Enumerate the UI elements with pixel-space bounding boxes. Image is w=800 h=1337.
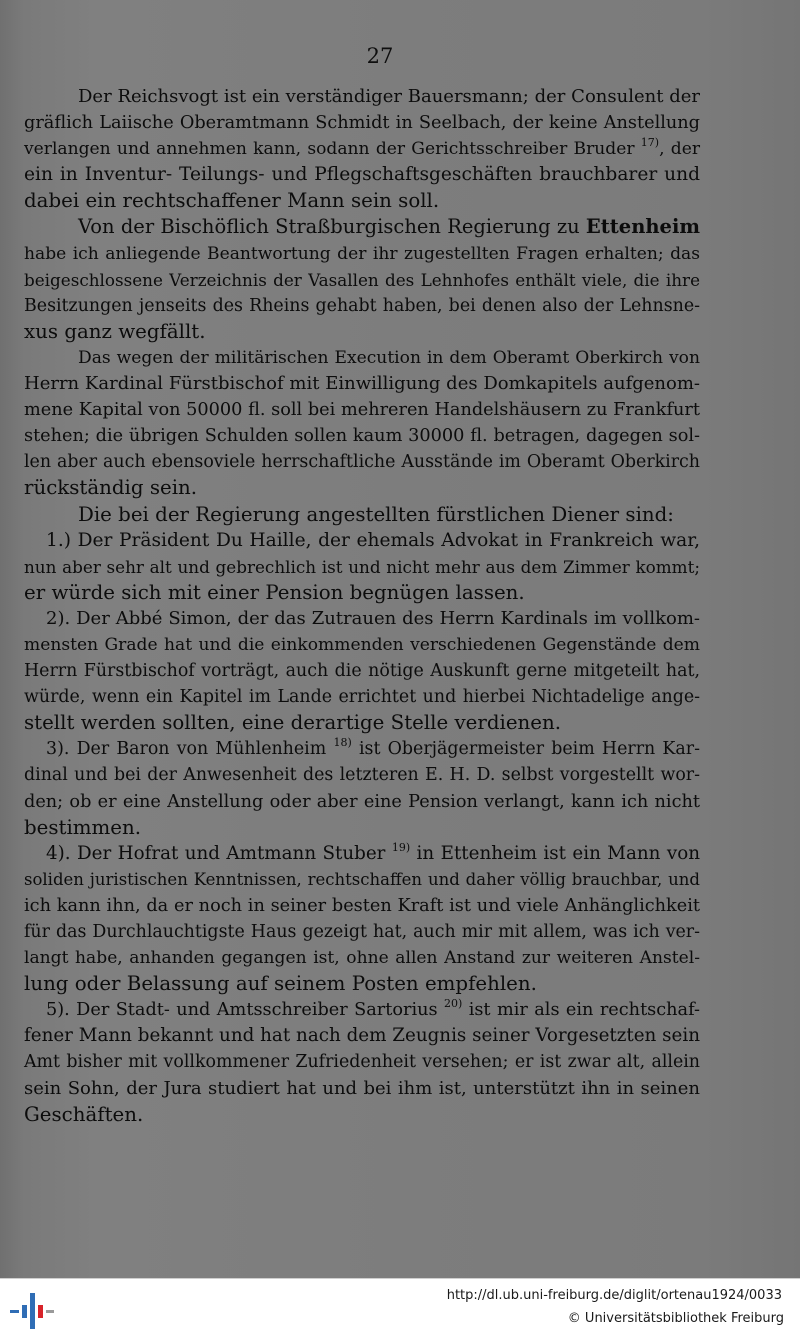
text-line [24, 580, 700, 606]
text-line [24, 919, 700, 945]
line-text: fener Mann bekannt und hat nach dem Zeugnis seiner Vorgesetzten sein [24, 1025, 700, 1047]
line-text: stehen; die übrigen Schulden sollen kaum 30000 fl. betragen, dagegen sol- [24, 426, 700, 447]
text-line [24, 684, 700, 710]
line-text: dinal und bei der Anwesenheit des letzteren E. H. D. selbst vorgestellt wor- [24, 765, 700, 786]
line-text: 4). Der Hofrat und Amtmann Stuber [46, 842, 386, 864]
text-line [24, 789, 700, 815]
text-line [24, 162, 700, 188]
text-line [24, 971, 700, 997]
line-text: er würde sich mit einer Pension begnügen lassen. [24, 580, 525, 604]
line-text: 2). Der Abbé Simon, der das Zutrauen des Herrn Kardinals im vollkom- [46, 607, 700, 629]
text-line [24, 241, 700, 267]
line-text: Der Reichsvogt ist ein verständiger Bauersmann; der Consulent der [78, 86, 700, 107]
line-text: Das wegen der militärischen Execution in dem Oberamt Oberkirch von [78, 347, 700, 368]
line-text: Amt bisher mit vollkommener Zufriedenheit versehen; er ist zwar alt, allein [24, 1052, 700, 1073]
text-line [24, 528, 700, 554]
line-text: nun aber sehr alt und gebrechlich ist und nicht mehr aus dem Zimmer kommt; [24, 556, 700, 577]
line-text: für das Durchlauchtigste Haus gezeigt hat, auch mir mit allem, was ich ver- [24, 922, 700, 942]
text-line [24, 1076, 700, 1102]
line-text: mensten Grade hat und die einkommenden verschiedenen Gegenstände dem [24, 634, 700, 655]
text-line [24, 136, 700, 162]
text-line [24, 815, 700, 841]
text-line [24, 658, 700, 684]
line-text: Besitzungen jenseits des Rheins gehabt haben, bei denen also der Lehnsne- [24, 295, 700, 316]
line-text-continued: , der [659, 139, 700, 160]
page-number: 27 [366, 44, 394, 68]
text-line [24, 423, 700, 449]
line-text: langt habe, anhanden gegangen ist, ohne allen Anstand zur weiteren Anstel- [24, 948, 700, 969]
text-line [24, 606, 700, 632]
line-text: den; ob er eine Anstellung oder aber eine Pension verlangt, kann ich nicht [24, 791, 700, 812]
source-url[interactable]: http://dl.ub.uni-freiburg.de/diglit/ortenau1924/0033 [446, 1288, 782, 1303]
line-text: habe ich anliegende Beantwortung der ihr zugestellten Fragen erhalten; das [24, 243, 700, 264]
line-text: mene Kapital von 50000 fl. soll bei mehreren Handelshäusern zu Frankfurt [24, 400, 700, 421]
text-line [24, 449, 700, 475]
text-line [24, 214, 700, 240]
text-line [24, 84, 700, 110]
copyright-notice: © Universitätsbibliothek Freiburg [567, 1311, 784, 1326]
line-text: Die bei der Regierung angestellten fürstlichen Diener sind: [78, 502, 674, 526]
line-text: verlangen und annehmen kann, sodann der Gerichtsschreiber Bruder [24, 139, 635, 160]
line-text: 3). Der Baron von Mühlenheim [46, 739, 327, 760]
line-text: dabei ein rechtschaffener Mann sein soll. [24, 189, 440, 213]
text-line [24, 293, 700, 319]
text-line [24, 1102, 700, 1128]
footnote-reference: 17) [640, 136, 660, 150]
footnote-reference: 18) [333, 736, 352, 750]
text-line [24, 710, 700, 736]
line-text: würde, wenn ein Kapitel im Lande errichtet und hierbei Nichtadelige ange- [24, 687, 700, 708]
text-line [24, 502, 700, 528]
text-line [24, 762, 700, 788]
line-text: Geschäften. [24, 1102, 144, 1126]
text-line [24, 188, 700, 214]
line-text: Herrn Kardinal Fürstbischof mit Einwilligung des Domkapitels aufgenom- [24, 373, 700, 395]
ub-freiburg-logo-icon[interactable] [10, 1293, 54, 1329]
text-line [24, 319, 700, 345]
line-text: 5). Der Stadt- und Amtsschreiber Sartorius [46, 1000, 438, 1021]
text-line [24, 371, 700, 397]
line-text: rückständig sein. [24, 476, 198, 500]
line-text: Herrn Fürstbischof vorträgt, auch die nötige Auskunft gerne mitgeteilt hat, [24, 661, 700, 682]
line-text-continued: in Ettenheim ist ein Mann von [410, 842, 700, 864]
text-line [24, 997, 700, 1023]
line-text: bestimmen. [24, 815, 142, 839]
place-name-emphasis: Ettenheim [585, 215, 700, 239]
text-line [24, 475, 700, 501]
text-line [24, 945, 700, 971]
text-line [24, 841, 700, 867]
line-text: ein in Inventur- Teilungs- und Pflegschaftsgeschäften brauchbarer und [24, 164, 700, 186]
text-line [24, 632, 700, 658]
line-text-continued: ist mir als ein rechtschaf- [462, 1000, 700, 1021]
text-line [24, 397, 700, 423]
line-text: lung oder Belassung auf seinem Posten empfehlen. [24, 972, 537, 996]
footnote-reference: 20) [444, 997, 463, 1011]
line-text: 1.) Der Präsident Du Haille, der ehemals Advokat in Frankreich war, [46, 529, 700, 551]
text-line [24, 345, 700, 371]
line-text: gräflich Laiische Oberamtmann Schmidt in Seelbach, der keine Anstellung [24, 113, 700, 134]
footnote-reference: 19) [391, 840, 411, 854]
text-line [24, 267, 700, 293]
text-line [24, 110, 700, 136]
line-text: soliden juristischen Kenntnissen, rechtschaffen und daher völlig brauchbar, und [24, 869, 700, 889]
text-line [24, 1023, 700, 1049]
text-line [24, 554, 700, 580]
text-line [24, 867, 700, 893]
line-text: xus ganz wegfällt. [24, 319, 206, 343]
line-text: len aber auch ebensoviele herrschaftliche Ausstände im Oberamt Oberkirch [24, 452, 700, 473]
footer-bar [0, 1278, 800, 1337]
line-text: stellt werden sollten, eine derartige Stelle verdienen. [24, 711, 562, 735]
line-text: sein Sohn, der Jura studiert hat und bei ihm ist, unterstützt ihn in seinen [24, 1077, 700, 1099]
text-line [24, 893, 700, 919]
text-line [24, 736, 700, 762]
line-text-continued: ist Oberjägermeister beim Herrn Kar- [351, 739, 700, 760]
line-text: ich kann ihn, da er noch in seiner besten Kraft ist und viele Anhänglichkeit [24, 895, 700, 916]
text-line [24, 1049, 700, 1075]
body-text [24, 84, 700, 1128]
line-text: beigeschlossene Verzeichnis der Vasallen des Lehnhofes enthält viele, die ihre [24, 269, 700, 290]
line-text: Von der Bischöflich Straßburgischen Regierung zu [78, 215, 580, 239]
